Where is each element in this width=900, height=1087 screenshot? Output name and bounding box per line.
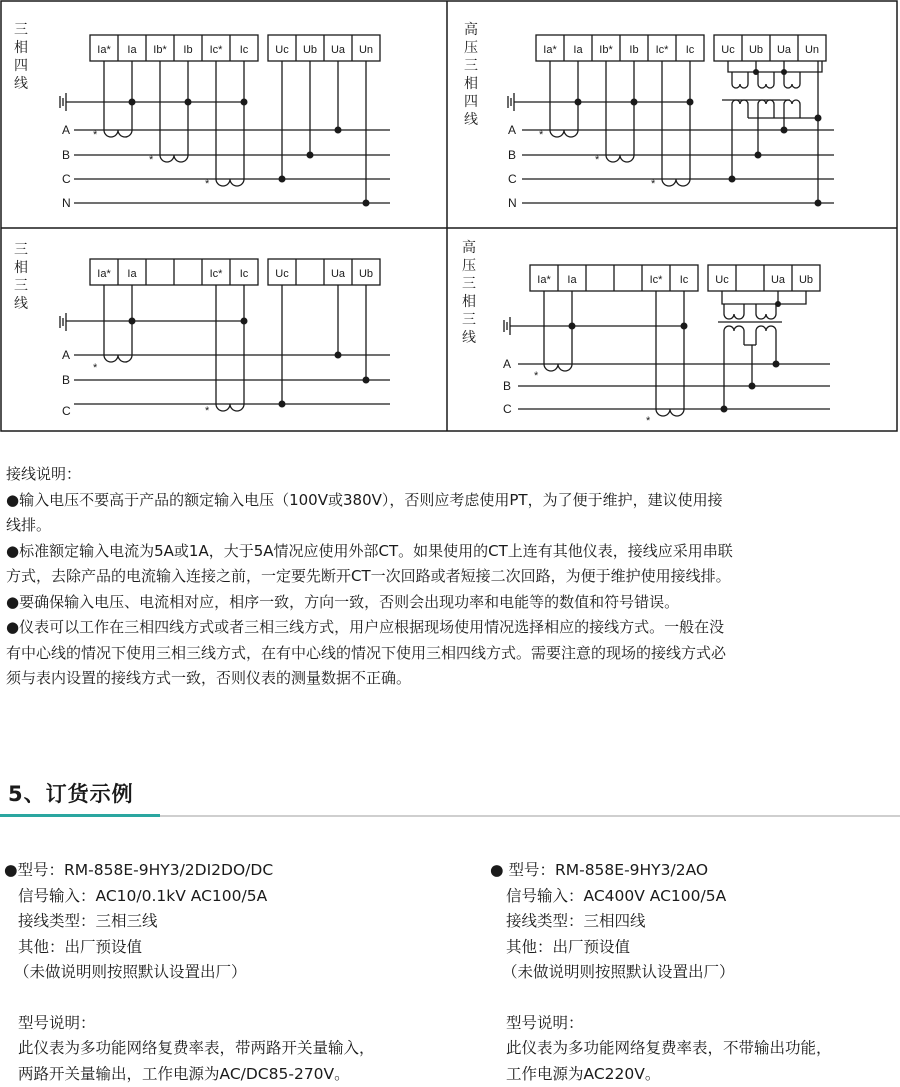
d2-terminal-label: Un <box>805 44 819 56</box>
section-divider-accent <box>0 814 160 817</box>
d1-polarity-star: * <box>205 178 210 190</box>
d1-terminal-label: Uc <box>275 44 289 56</box>
d2-line-label: B <box>508 148 516 162</box>
d2-junction-dots <box>575 69 822 207</box>
order-model: ● 型号：RM-858E-9HY3/2AO <box>490 858 832 884</box>
d4-terminal-label: Uc <box>715 274 729 286</box>
d3-title-char: 相 <box>14 259 28 276</box>
d1-terminal-label: Ia <box>127 44 137 56</box>
notes-line: ●仪表可以工作在三相四线方式或者三相三线方式，用户应根据现场使用情况选择相应的接线方式。一般在没 <box>6 615 896 641</box>
d3-terminal-label: Ic* <box>210 268 224 280</box>
order-desc-title: 型号说明： <box>490 1011 832 1037</box>
d4-terminal-label: Ia* <box>537 274 551 286</box>
order-example-right <box>490 858 832 1087</box>
d2-polarity-star: * <box>539 129 544 141</box>
d2-terminal-label: Ib <box>629 44 638 56</box>
d1-terminal-label: Ic* <box>210 44 224 56</box>
d1-title-char: 线 <box>14 75 28 92</box>
d1-current-coils <box>104 61 244 186</box>
d2-polarity-star: * <box>595 154 600 166</box>
wiring-notes <box>6 462 896 692</box>
d3-title-char: 三 <box>14 242 28 258</box>
d2-terminal-label: Ia* <box>543 44 557 56</box>
notes-line: ●要确保输入电压、电流相对应，相序一致，方向一致，否则会出现功率和电能等的数值和符号错误。 <box>6 590 896 616</box>
d4-title-char: 压 <box>462 258 476 274</box>
d4-line-label: B <box>503 379 511 393</box>
notes-line: 方式，去除产品的电流输入连接之前，一定要先断开CT一次回路或者短接二次回路，为便于维护使用接线排。 <box>6 564 896 590</box>
d1-terminal-label: Ib <box>183 44 192 56</box>
d1-line-label: B <box>62 148 70 162</box>
d1-title-char: 三 <box>14 22 28 38</box>
d3-polarity-star: * <box>205 405 210 417</box>
d4-line-label: A <box>503 357 511 371</box>
d2-terminal-label: Ub <box>749 44 763 56</box>
diagram-three-phase-three-wire <box>14 242 390 418</box>
d1-title-char: 四 <box>14 58 28 74</box>
d3-terminal-label: Ia <box>127 268 137 280</box>
d3-current-coils <box>104 285 244 411</box>
d2-potential-transformers <box>722 61 822 203</box>
d1-terminal-label: Ia* <box>97 44 111 56</box>
d4-title-char: 三 <box>462 276 476 292</box>
d1-title-char: 相 <box>14 39 28 56</box>
d3-line-label: B <box>62 373 70 387</box>
d1-phase-lines <box>74 130 390 203</box>
d4-title-char: 相 <box>462 293 476 310</box>
d4-polarity-star: * <box>646 415 651 427</box>
d1-voltage-wires <box>282 61 366 203</box>
d2-line-label: A <box>508 123 516 137</box>
diagram-frame <box>1 1 897 431</box>
order-desc-line: 此仪表为多功能网络复费率表，带两路开关量输入， <box>4 1036 375 1062</box>
d3-terminal-label: Ub <box>359 268 373 280</box>
d2-phase-lines <box>522 130 834 203</box>
d2-terminal-label: Ic <box>686 44 695 56</box>
d3-line-label: A <box>62 348 70 362</box>
order-example-left <box>4 858 375 1087</box>
d4-terminal-label: Ub <box>799 274 813 286</box>
order-signal: 信号输入：AC10/0.1kV AC100/5A <box>4 884 375 910</box>
d3-terminal-label: Ua <box>331 268 346 280</box>
d2-title-char: 相 <box>464 75 478 92</box>
d1-terminal-label: Ub <box>303 44 317 56</box>
d2-terminal-label: Uc <box>721 44 735 56</box>
d2-terminal-label: Ib* <box>599 44 613 56</box>
diagram-hv-three-phase-three-wire <box>462 239 830 427</box>
section-title: 5、订货示例 <box>8 778 134 808</box>
order-model: ●型号：RM-858E-9HY3/2DI2DO/DC <box>4 858 375 884</box>
d3-terminal-label: Ic <box>240 268 249 280</box>
notes-line: 线排。 <box>6 513 896 539</box>
notes-heading: 接线说明： <box>6 462 896 488</box>
d3-title-char: 线 <box>14 295 28 312</box>
d1-junction-dots <box>129 99 370 207</box>
order-note: （未做说明则按照默认设置出厂） <box>490 960 832 986</box>
d4-line-label: C <box>503 402 512 416</box>
notes-line: ●输入电压不要高于产品的额定输入电压（100V或380V），否则应考虑使用PT，为了便于维护，建议使用接 <box>6 488 896 514</box>
diagram-three-phase-four-wire <box>14 22 390 210</box>
order-other: 其他：出厂预设值 <box>4 935 375 961</box>
order-wiring: 接线类型：三相四线 <box>490 909 832 935</box>
d4-current-coils <box>544 291 684 416</box>
d2-title-char: 四 <box>464 94 478 110</box>
order-desc-line: 两路开关量输出，工作电源为AC/DC85-270V。 <box>4 1062 375 1087</box>
order-desc-line: 工作电源为AC220V。 <box>490 1062 832 1087</box>
d1-terminal-label: Ua <box>331 44 346 56</box>
d4-junction-dots <box>569 301 782 413</box>
d1-polarity-star: * <box>149 154 154 166</box>
d3-junction-dots <box>129 318 370 408</box>
d2-terminal-label: Ic* <box>656 44 670 56</box>
d3-phase-lines <box>74 355 390 404</box>
order-desc-title: 型号说明： <box>4 1011 375 1037</box>
d2-line-label: C <box>508 172 517 186</box>
d4-terminal-label: Ia <box>567 274 577 286</box>
notes-line: 有中心线的情况下使用三相三线方式，在有中心线的情况下使用三相四线方式。需要注意的现场的接线方式必 <box>6 641 896 667</box>
d4-potential-transformers <box>718 291 806 409</box>
d3-terminal-label: Ia* <box>97 268 111 280</box>
diagram-hv-three-phase-four-wire <box>464 21 834 210</box>
d4-terminal-label: Ic* <box>650 274 664 286</box>
d2-title-char: 线 <box>464 111 478 128</box>
d1-terminal-label: Ib* <box>153 44 167 56</box>
notes-line: ●标准额定输入电流为5A或1A，大于5A情况应使用外部CT。如果使用的CT上连有其他仪表，接线应采用串联 <box>6 539 896 565</box>
d2-line-label: N <box>508 196 517 210</box>
d2-title-char: 高 <box>464 21 478 38</box>
d3-line-label: C <box>62 404 71 418</box>
d4-title-char: 线 <box>462 329 476 346</box>
wiring-diagrams <box>0 0 900 432</box>
d4-terminal-label: Ic <box>680 274 689 286</box>
order-note: （未做说明则按照默认设置出厂） <box>4 960 375 986</box>
d2-title-char: 压 <box>464 40 478 56</box>
d1-polarity-star: * <box>93 129 98 141</box>
d1-terminal-label: Ic <box>240 44 249 56</box>
d3-title-char: 三 <box>14 278 28 294</box>
d1-line-label: N <box>62 196 71 210</box>
d2-polarity-star: * <box>651 178 656 190</box>
d1-terminal-label: Un <box>359 44 373 56</box>
d4-title-char: 三 <box>462 312 476 328</box>
d1-line-label: C <box>62 172 71 186</box>
order-desc-line: 此仪表为多功能网络复费率表，不带输出功能， <box>490 1036 832 1062</box>
d4-ground-icon <box>504 317 684 335</box>
d4-terminal-label: Ua <box>771 274 786 286</box>
d2-ground-icon <box>508 93 690 111</box>
d3-polarity-star: * <box>93 362 98 374</box>
order-other: 其他：出厂预设值 <box>490 935 832 961</box>
d1-line-label: A <box>62 123 70 137</box>
d4-polarity-star: * <box>534 370 539 382</box>
order-wiring: 接线类型：三相三线 <box>4 909 375 935</box>
d4-title-char: 高 <box>462 239 476 256</box>
order-signal: 信号输入：AC400V AC100/5A <box>490 884 832 910</box>
d2-current-coils <box>550 61 690 186</box>
notes-line: 须与表内设置的接线方式一致，否则仪表的测量数据不正确。 <box>6 666 896 692</box>
d3-terminal-label: Uc <box>275 268 289 280</box>
d2-terminal-label: Ua <box>777 44 792 56</box>
d2-title-char: 三 <box>464 58 478 74</box>
d3-voltage-wires <box>282 285 366 404</box>
d2-terminal-label: Ia <box>573 44 583 56</box>
